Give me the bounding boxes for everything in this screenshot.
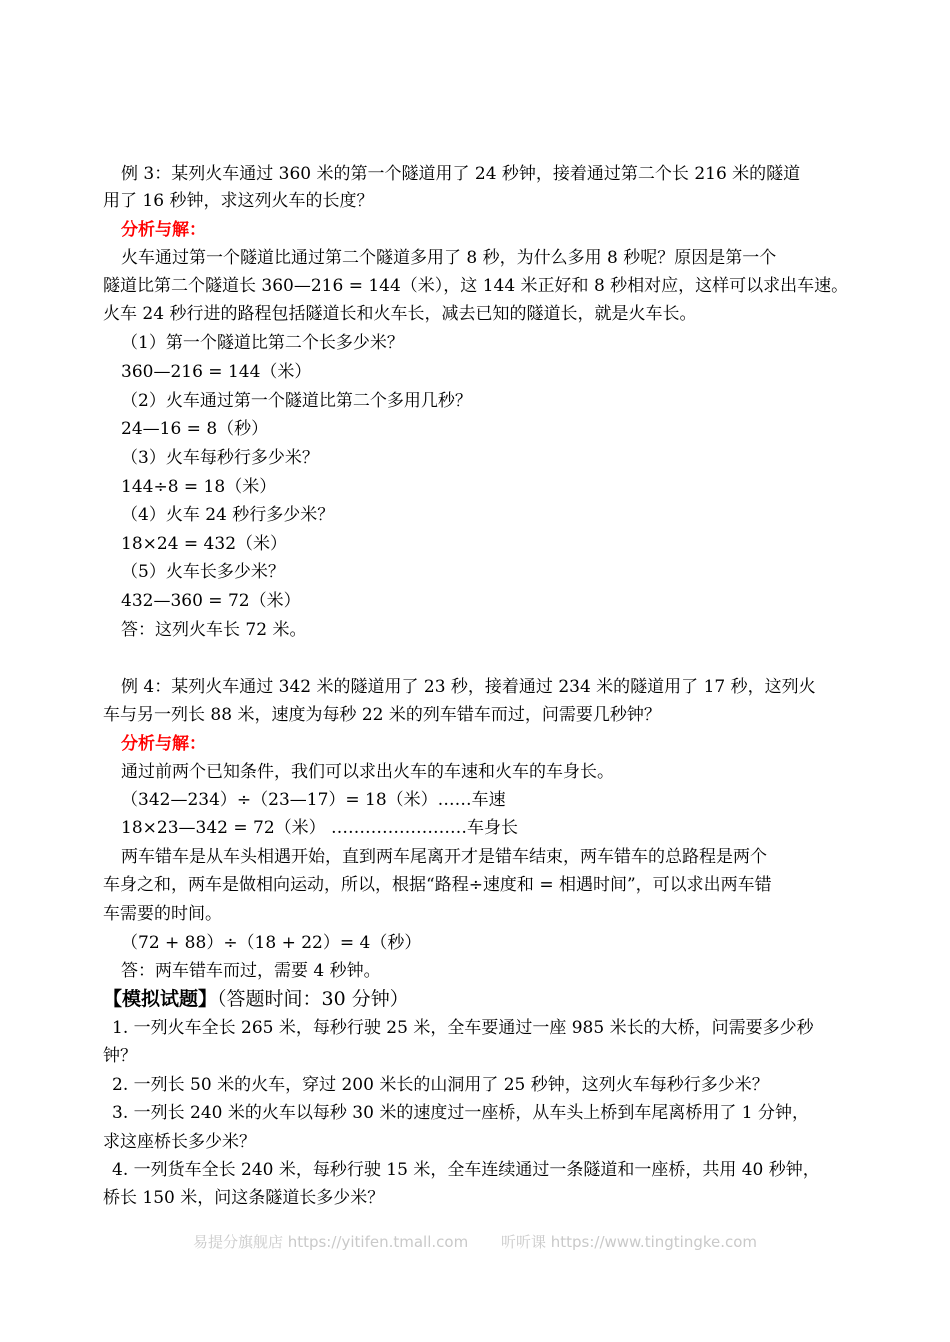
mock-question-4-line2: 桥长 150 米，问这条隧道长多少米？ (103, 1188, 385, 1208)
example3-step-10: 432—360 = 72（米） (121, 591, 301, 611)
example4-question-line1: 例 4：某列火车通过 342 米的隧道用了 23 秒，接着通过 234 米的隧道用了 17 秒，这列火 (121, 677, 816, 697)
example3-question-line2: 用了 16 秒钟，求这列火车的长度？ (103, 191, 374, 211)
example3-step-5: （3）火车每秒行多少米？ (121, 448, 319, 468)
mock-question-4-line1: 4. 一列货车全长 240 米，每秒行驶 15 米，全车连续通过一条隧道和一座桥，共用 40 秒钟， (112, 1160, 820, 1180)
mock-test-title: 【模拟试题】 (103, 988, 218, 1010)
example3-analysis-line2: 隧道比第二个隧道长 360—216 = 144（米），这 144 米正好和 8 秒相对应，这样可以求出车速。 (103, 276, 849, 296)
example4-calc-length: 18×23—342 = 72（米） ……………………车身长 (121, 818, 519, 838)
footer-left-link[interactable]: 易提分旗舰店 https://yitifen.tmall.com (192, 1233, 469, 1251)
example4-analysis-line4: 车需要的时间。 (103, 904, 222, 924)
example3-step-6: 144÷8 = 18（米） (121, 477, 277, 497)
example3-step-2: 360—216 = 144（米） (121, 362, 312, 382)
example3-answer: 答：这列火车长 72 米。 (121, 620, 307, 640)
example3-step-1: （1）第一个隧道比第二个长多少米？ (121, 333, 404, 353)
example3-analysis-line1: 火车通过第一个隧道比通过第二个隧道多用了 8 秒，为什么多用 8 秒呢？原因是第一个 (121, 248, 777, 268)
example4-calc-time: （72 + 88）÷（18 + 22）= 4（秒） (121, 933, 422, 953)
example3-step-7: （4）火车 24 秒行多少米？ (121, 505, 335, 525)
mock-test-heading (0, 987, 950, 1011)
example4-question-line2: 车与另一列长 88 米，速度为每秒 22 米的列车错车而过，问需要几秒钟？ (103, 705, 661, 725)
example3-analysis-line3: 火车 24 秒行进的路程包括隧道长和火车长，减去已知的隧道长，就是火车长。 (103, 304, 697, 324)
mock-question-3-line1: 3. 一列长 240 米的火车以每秒 30 米的速度过一座桥，从车头上桥到车尾离桥用了 1 分钟， (112, 1103, 809, 1123)
footer-watermark (0, 1231, 950, 1252)
example4-analysis-line3: 车身之和，两车是做相向运动，所以，根据“路程÷速度和 = 相遇时间”，可以求出两车错 (103, 875, 772, 895)
example4-analysis-line2: 两车错车是从车头相遇开始，直到两车尾离开才是错车结束，两车错车的总路程是两个 (121, 847, 767, 867)
footer-right-link[interactable]: 听听课 https://www.tingtingke.com (500, 1233, 758, 1251)
example4-calc-speed: （342—234）÷（23—17）= 18（米）……车速 (121, 790, 506, 810)
mock-question-3-line2: 求这座桥长多少米？ (103, 1132, 256, 1152)
example4-answer: 答：两车错车而过，需要 4 秒钟。 (121, 961, 381, 981)
example3-step-3: （2）火车通过第一个隧道比第二个多用几秒？ (121, 391, 472, 411)
mock-question-1-line2: 钟？ (103, 1046, 137, 1066)
example3-step-8: 18×24 = 432（米） (121, 534, 288, 554)
mock-question-1-line1: 1. 一列火车全长 265 米，每秒行驶 25 米，全车要通过一座 985 米长的大桥，问需要多少秒 (112, 1018, 814, 1038)
mock-question-2: 2. 一列长 50 米的火车，穿过 200 米长的山洞用了 25 秒钟，这列火车每秒行多少米？ (112, 1075, 769, 1095)
example3-step-9: （5）火车长多少米？ (121, 562, 285, 582)
example3-step-4: 24—16 = 8（秒） (121, 419, 269, 439)
mock-test-subtitle: （答题时间：30 分钟） (217, 988, 409, 1010)
example4-analysis-line1: 通过前两个已知条件，我们可以求出火车的车速和火车的车身长。 (121, 762, 614, 782)
example4-analysis-title: 分析与解： (121, 734, 206, 754)
example3-analysis-title: 分析与解： (121, 220, 206, 240)
example3-question-line1: 例 3：某列火车通过 360 米的第一个隧道用了 24 秒钟，接着通过第二个长 216 米的隧道 (121, 164, 801, 184)
